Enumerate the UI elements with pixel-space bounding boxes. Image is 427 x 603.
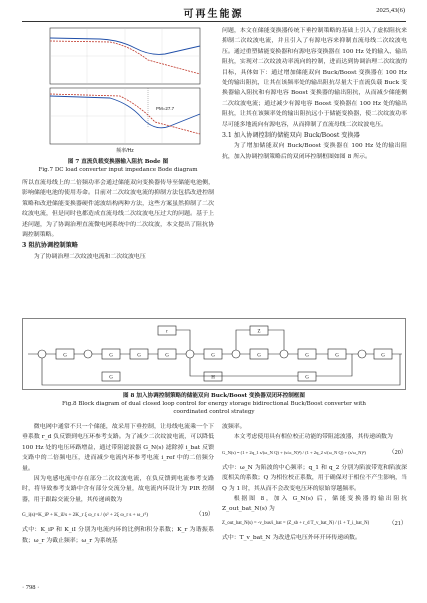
journal-issue: 2025,43(6)	[376, 7, 405, 14]
equation-20-row	[222, 443, 407, 463]
equation-19-row	[22, 505, 214, 525]
fig7-caption-en: Fig.7 DC load converter input impedance Bode diagram	[38, 167, 198, 173]
subsection-3-1-heading: 3.1 加入协调控制的储能双向 Buck/Boost 变换器	[222, 132, 360, 140]
right-column-bottom	[222, 422, 407, 543]
block-diagram	[22, 318, 406, 390]
svg-text:G: G	[165, 353, 169, 359]
equation-21-row	[222, 515, 407, 533]
equation-21: Z_out_bat_N(s) = -v_bus/i_bat = (Z_sb + r_d T_v_bat_N) / (1 + T_i_bat_N)	[222, 520, 370, 526]
svg-text:G: G	[63, 353, 67, 359]
svg-text:G: G	[137, 353, 141, 359]
equation-21-number: （21）	[388, 519, 407, 527]
lower-right-paragraph-3: 式中：ω_N 为陷波的中心频率；q_1 和 q_2 分别为陷波带宽和陷波深度相关的系数；Q 为相位校正系数，用于确保对于相位不产生影响，当 Q 为 1 时，其从而不会改变电压环的原始穿越频率。	[222, 464, 407, 492]
lower-left-paragraph-1: 微电网中通常不只一个储能，故采用下垂控制，让母线电流乘一个下垂系数 r_d 负反馈到电压环参考支路。为了减少二次纹波电流，可以降低 100 Hz 处的电压环路增益，通过带阻滤波器 G_N(s) 滤除掉 i_bat 反馈支路中的二倍频电压，进而减少电流内环参考电流 i_ref 中的二倍频分量。	[22, 424, 214, 472]
lower-right-paragraph-4: 根据图 8，加入 G_N(s) 后，储能变换器的输出阻抗 Z_out_bat_N(s) 为	[222, 496, 407, 513]
svg-text:G: G	[211, 353, 215, 359]
left-paragraph-2: 为了协调治理二次纹波电流和二次纹波电压	[33, 253, 146, 260]
bode-xlabel: 频率/Hz	[116, 148, 134, 154]
page-number: · 798 ·	[22, 584, 40, 591]
svg-text:G: G	[335, 353, 339, 359]
equation-20-number: （20）	[388, 448, 407, 456]
lower-right-paragraph-5: 式中：T_v_bat_N 为改进后电压外环开环传递函数。	[222, 534, 361, 541]
right-paragraph-2: 为了增加储能双向 Buck/Boost 变换器在 100 Hz 处的输出阻抗，加入协调控制策略后的双闭环控制框图如图 8 所示。	[222, 143, 407, 160]
svg-text:G: G	[257, 353, 261, 359]
journal-title: 可再生能源	[183, 9, 244, 20]
fig8-caption-cn: 图 8 加入协调控制策略的储能双向 Buck/Boost 变换器双闭环控制框图	[123, 393, 305, 399]
fig8-caption-en-2: coordinated control strategy	[173, 409, 255, 415]
right-column-top	[222, 26, 407, 162]
svg-text:H: H	[211, 375, 215, 381]
lower-right-paragraph-1: 波频率。	[222, 424, 246, 430]
equation-19-number: （19）	[195, 511, 214, 519]
fig8-caption-en-1: Fig.8 Block diagram of dual closed loop control for energy storage bidirectional Buck/Boost converter with	[61, 401, 367, 407]
equation-20: G_N(s) = (1 + 2q_1 s/(ω_N Q) + (s/ω_N)²) / (1 + 2q_2 s/(ω_N Q) + (s/ω_N)²)	[222, 449, 366, 455]
lower-left-paragraph-2: 因为电感电流中存在部分二次纹波电流，在负反馈到电流参考支路时，将导致参考支路中含有部分交流分量，故电流内环设计为 PIR 控制器，用于跟踪交流分量，其传递函数为	[22, 476, 214, 503]
bode-plot	[30, 26, 210, 154]
svg-text:G: G	[109, 375, 113, 381]
svg-text:Z: Z	[257, 329, 261, 335]
lower-right-paragraph-2: 本文考虑使用具有相位校正功能的带阻滤波器，其传递函数为	[233, 434, 393, 441]
header-divider	[22, 21, 406, 22]
equation-19: G_i(s)=K_iP + K_iI/s + 2K_r ξ ω_r s / (s² + 2ξ ω_r s + ω_r²)	[22, 512, 148, 519]
pm-annotation: PM=27.7	[156, 106, 175, 111]
svg-text:G: G	[381, 353, 385, 359]
svg-text:r: r	[166, 329, 168, 335]
left-paragraph-1: 所以直流母线上的二倍频功率会通过储能双向变换器传导至储能电池侧，影响储能电池的使用寿命。目前对二次纹波电流的抑制方法包括改进控制策略和改进储能变换器硬件滤波结构两种方法，这些方案虽然抑制了二次纹波电流，但是同时也都造成直流母线二次纹波电压过大的问题。基于上述问题，为了协调治理直流微电网系统中的二次纹波，本文提出了阻抗协调控制策略。	[22, 180, 214, 239]
right-paragraph-1: 问题，本文在储能变换器传统下垂控制策略的基础上引入了虚拟阻抗来抑制二次纹波电流，并且引入了有源电容来抑制直流母线二次纹波电压。通过重塑储能变换器和有源电容变换器在 100 Hz 处的输入、输出阻抗，实现对二次纹波功率流向的控制，进而达到协调治理二次纹波的目标，具体如下：通过增加储能双向 Buck/Boost 变换器在 100 Hz 处的输出阻抗，让其在该频率处的输出阻抗尽量大于直流负载 Buck 变换器输入阻抗和有源电容 Boost 变换器的输出阻抗，从而减少储能侧二次纹波电流；通过减少有源电容 Boost 变换器在 100 Hz 处的输出阻抗，让其在该频率处的输出阻抗远小于储能变换器，使二次纹波功率尽可能多地流向有源电容，从而抑制了直流母线二次纹波电压。	[222, 28, 407, 128]
fig7-caption-cn: 图 7 直流负载变换器输入阻抗 Bode 图	[67, 159, 169, 165]
left-column-top	[22, 178, 214, 262]
svg-text:G: G	[109, 353, 113, 359]
lower-left-paragraph-3: 式中：K_iP 和 K_iI 分别为电流内环的比例和积分系数；K_r 为谐振系数；ω_r 为截止频率；ω_r 为系统基	[22, 527, 214, 544]
svg-text:G: G	[305, 375, 309, 381]
left-column-bottom	[22, 422, 214, 546]
section-3-heading: 3 阻抗协调控制策略	[22, 242, 78, 250]
svg-text:G: G	[305, 353, 309, 359]
